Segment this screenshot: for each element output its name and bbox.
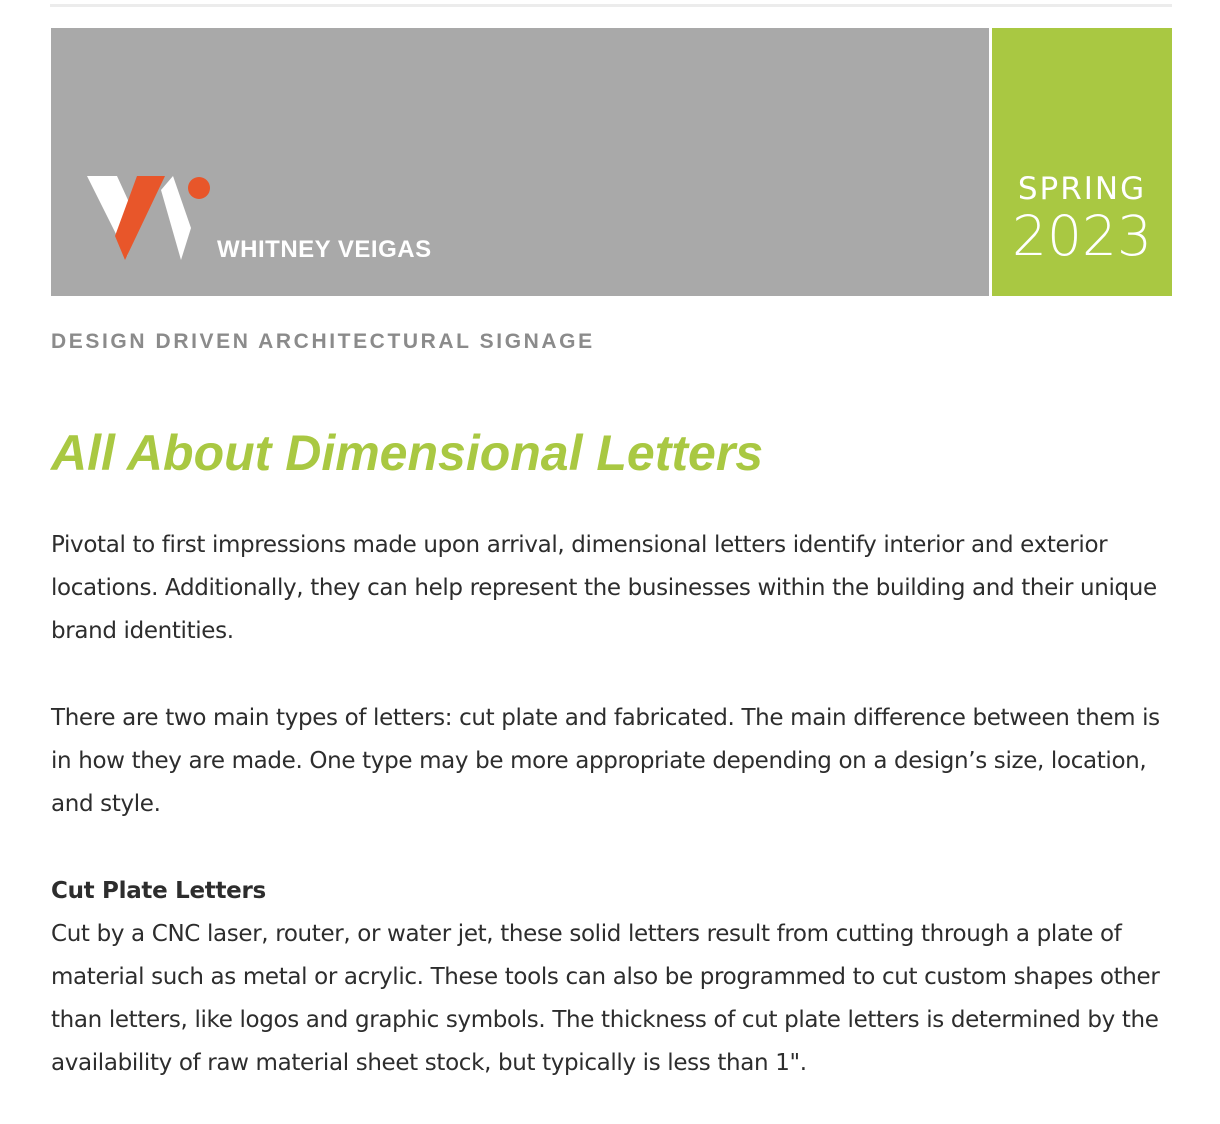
tagline: DESIGN DRIVEN ARCHITECTURAL SIGNAGE	[51, 330, 595, 353]
top-divider	[50, 4, 1172, 7]
banner-logo-panel	[51, 28, 989, 296]
types-paragraph: There are two main types of letters: cut plate and fabricated. The main difference between them is in how they are made. One type may be more appropriate depending on a design’s size, location, and style.	[51, 705, 1160, 817]
article-body	[51, 524, 1161, 1085]
w-monogram-logo	[87, 176, 211, 260]
issue-date-panel	[992, 28, 1172, 296]
brand-name: WHITNEY VEIGAS	[217, 236, 432, 263]
section-paragraph: Cut by a CNC laser, router, or water jet, these solid letters result from cutting through a plate of material such as metal or acrylic. These tools can also be programmed to cut custom shapes other than letters, like logos and graphic symbols. The thickness of cut plate letters is determined by the availability of raw material sheet stock, but typically is less than 1".	[51, 921, 1160, 1076]
intro-paragraph: Pivotal to first impressions made upon arrival, dimensional letters identify interior and exterior locations. Additionally, they can help represent the businesses within the building and their unique brand identities.	[51, 532, 1157, 644]
issue-season: SPRING	[1017, 171, 1147, 207]
article-headline: All About Dimensional Letters	[51, 425, 764, 481]
section-heading: Cut Plate Letters	[51, 878, 266, 904]
newsletter-banner	[51, 28, 1172, 296]
issue-year: 2023	[1012, 204, 1152, 268]
